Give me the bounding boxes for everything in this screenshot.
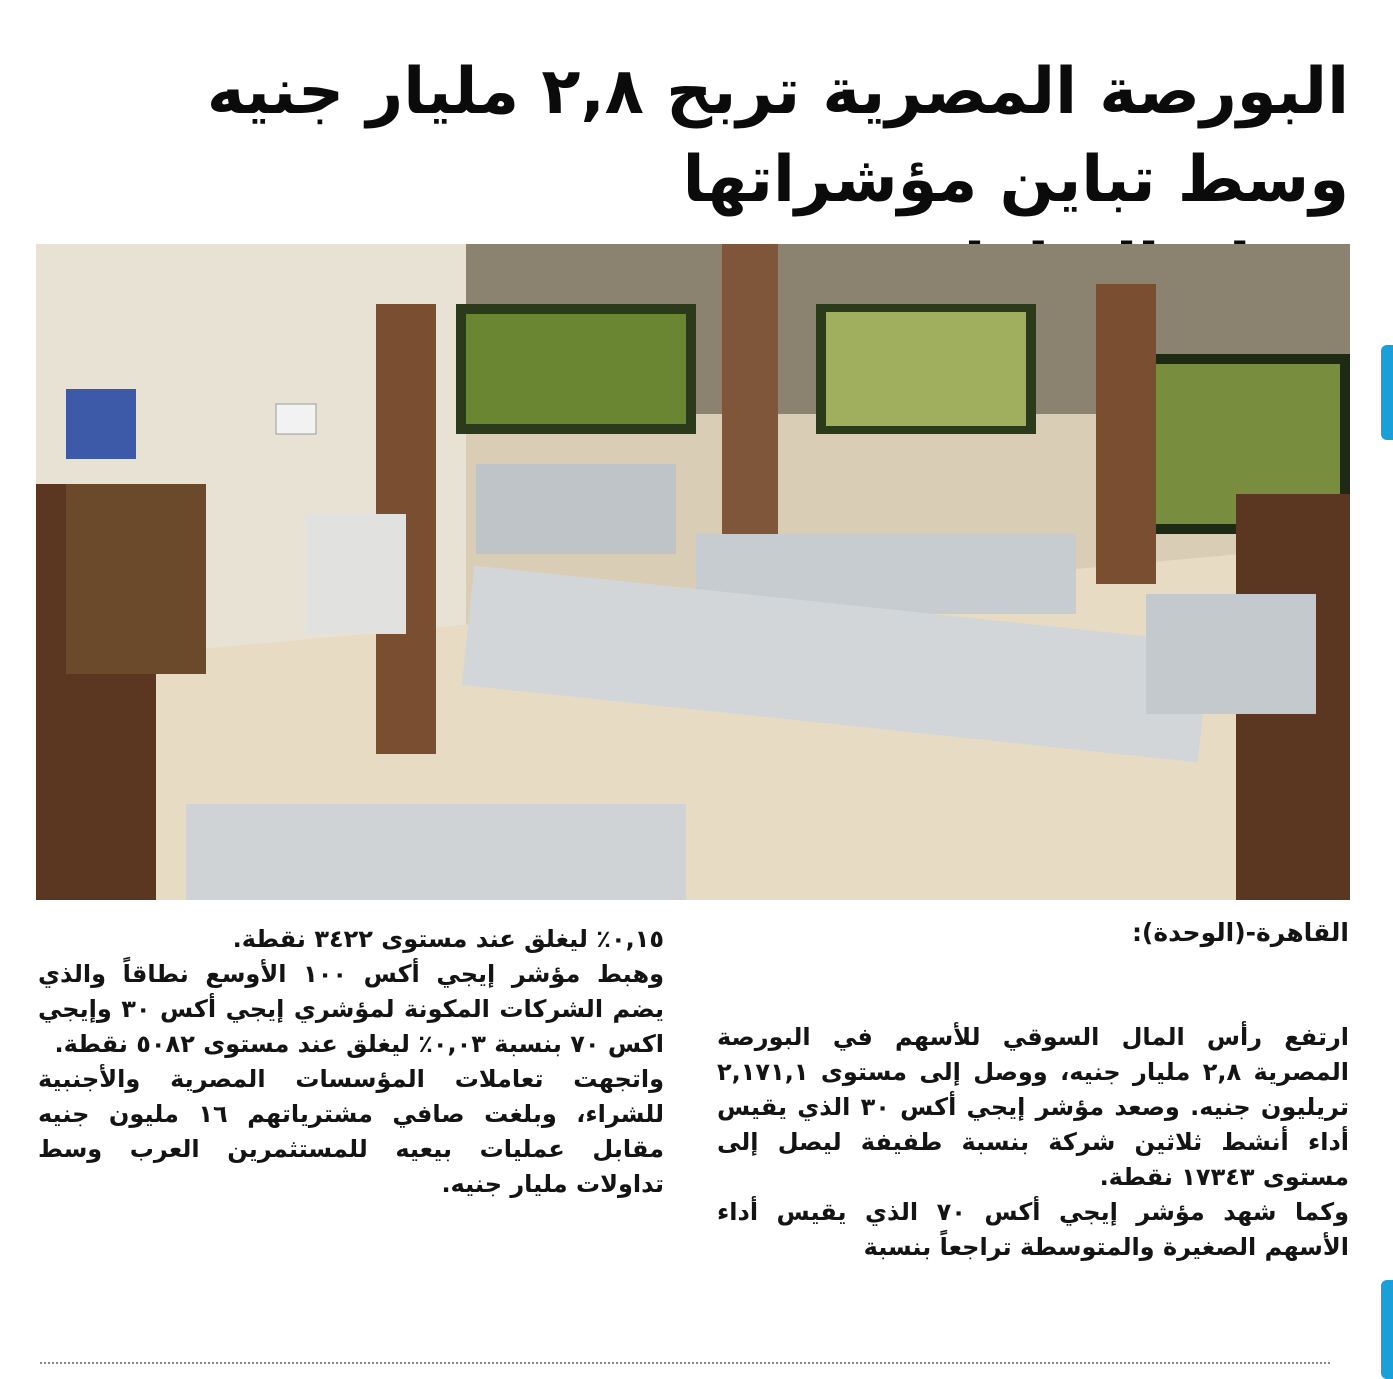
article-paragraph: وكما شهد مؤشر إيجي أكس ٧٠ الذي يقيس أداء الأسهم الصغيرة والمتوسطة تراجعاً بنسبة xyxy=(717,1198,1349,1261)
article-paragraph: وهبط مؤشر إيجي أكس ١٠٠ الأوسع نطاقاً والذي يضم الشركات المكونة لمؤشري إيجي أكس ٣٠ وإيجي اكس ٧٠ بنسبة ٠,٠٣٪ ليغلق عند مستوى ٥٠٨٢ نقطة. xyxy=(38,960,665,1058)
dateline: القاهرة-(الوحدة): xyxy=(1131,918,1349,947)
page-edge-tab xyxy=(1381,345,1393,440)
article-column-left xyxy=(38,922,664,1202)
dotted-divider xyxy=(40,1362,1330,1364)
headline-line-1: البورصة المصرية تربح ٢,٨ مليار جنيه وسط تباين مؤشراتها xyxy=(206,55,1349,217)
article-column-right xyxy=(717,915,1349,1265)
page-edge-tab xyxy=(1381,1280,1393,1379)
article-paragraph: واتجهت تعاملات المؤسسات المصرية والأجنبية للشراء، وبلغت صافي مشترياتهم ١٦ مليون جنيه مقابل عمليات بيعيه للمستثمرين العرب وسط تداولات مليار جنيه. xyxy=(38,1065,665,1198)
article-paragraph: ٠,١٥٪ ليغلق عند مستوى ٣٤٢٢ نقطة. xyxy=(232,925,664,953)
stock-exchange-photo xyxy=(36,244,1350,900)
article-paragraph: ارتفع رأس المال السوقي للأسهم في البورصة المصرية ٢,٨ مليار جنيه، ووصل إلى مستوى ٢,١٧١,١ تريليون جنيه. وصعد مؤشر إيجي أكس ٣٠ الذي يقيس أداء أنشط ثلاثين شركة بنسبة طفيفة ليصل إلى مستوى ١٧٣٤٣ نقطة. xyxy=(717,1023,1349,1191)
trading-floor-illustration xyxy=(36,244,1350,900)
